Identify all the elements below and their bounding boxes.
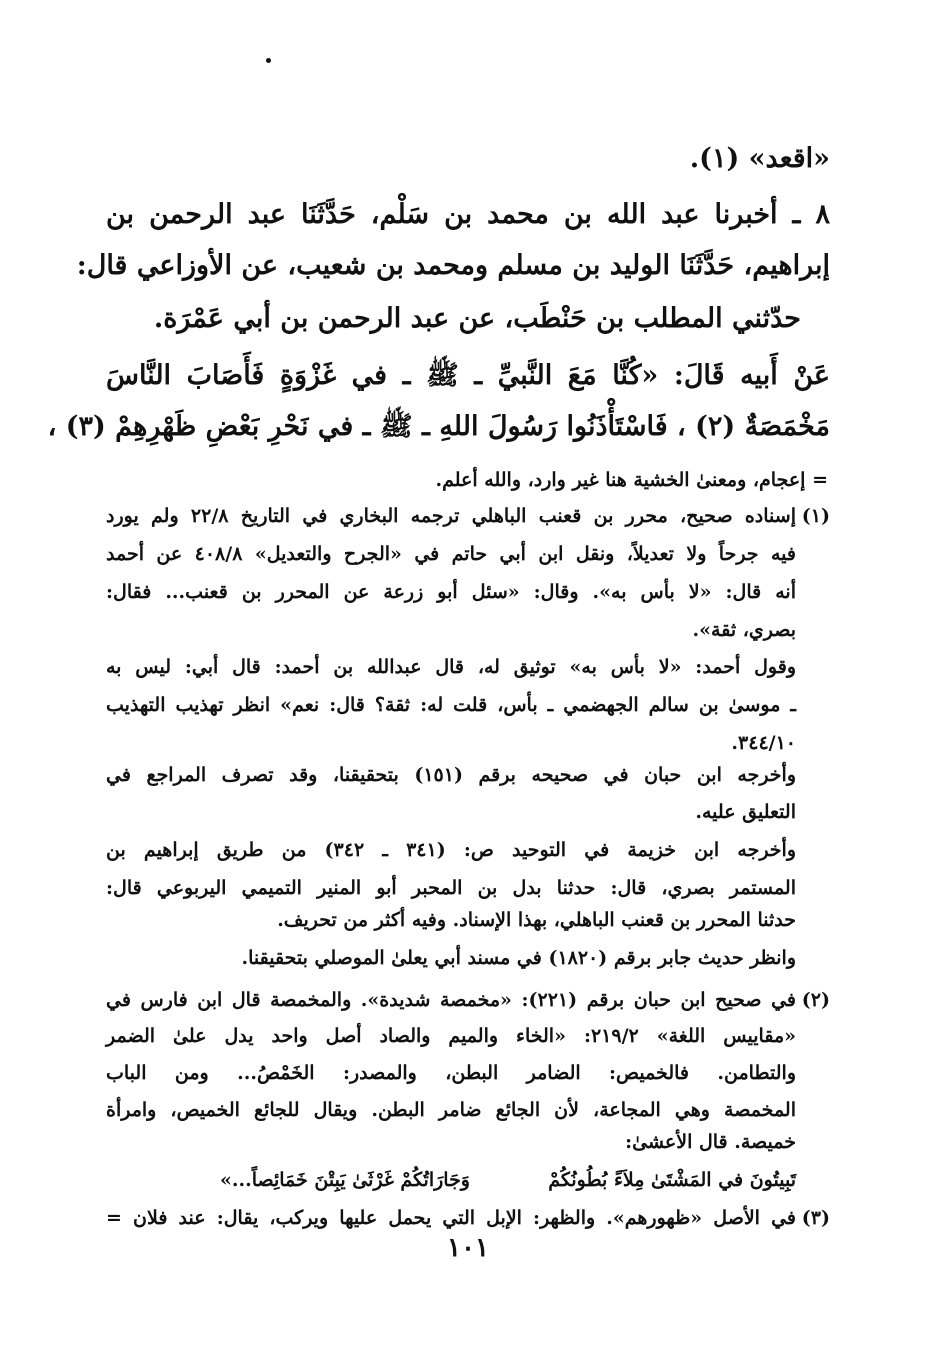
footnote-2-line-4: المخمصة وهي المجاعة، لأن الجائع ضامر البطن. ويقال للجائع الخميص، وامرأة bbox=[106, 1099, 796, 1121]
footnote-1-line-7: ٣٤٤/١٠. bbox=[731, 732, 796, 754]
main-line-2: ٨ ـ أخبرنا عبد الله بن محمد بن سَلْم، حَدَّثَنَا عبد الرحمن بن bbox=[106, 199, 830, 230]
footnote-2-line-2: «مقاييس اللغة» ٢١٩/٢: «الخاء والميم والصاد أصل واحد يدل علىٰ الضمر bbox=[106, 1025, 796, 1047]
footnote-continuation: = إعجام، ومعنىٰ الخشية هنا غير وارد، والله أعلم. bbox=[435, 469, 828, 491]
footnote-1-line-1: إسناده صحيح، محرر بن قعنب الباهلي ترجمه البخاري في التاريخ ٢٢/٨ ولم يورد bbox=[106, 505, 796, 527]
main-line-3: إبراهيم، حَدَّثَنَا الوليد بن مسلم ومحمد بن شعيب، عن الأوزاعي قال: bbox=[76, 250, 830, 281]
main-line-5: عَنْ أَبيه قَالَ: «كُنَّا مَعَ النَّبيِّ ـ ﷺ ـ في غَزْوَةٍ فَأَصَابَ النَّاسَ bbox=[106, 360, 830, 391]
footnote-1-line-4: بصري، ثقة». bbox=[692, 619, 796, 641]
main-line-1: «اقعد» (١). bbox=[689, 143, 830, 174]
main-line-4: حدّثني المطلب بن حَنْطَب، عن عبد الرحمن بن أبي عَمْرَة. bbox=[153, 303, 801, 334]
footnote-2-number: (٢) bbox=[801, 989, 830, 1011]
page-number: ١٠١ bbox=[447, 1233, 489, 1263]
footnote-1-line-6: ـ موسىٰ بن سالم الجهضمي ـ بأس، قلت له: ثقة؟ قال: نعم» انظر تهذيب التهذيب bbox=[106, 694, 796, 716]
page-mark bbox=[266, 58, 271, 63]
footnote-2-verse-second-hemistich: وَجَارَاتُكُمْ غَرْثَىٰ يَبِتْنَ خَمَائِصاً...» bbox=[220, 1169, 470, 1191]
footnote-2-line-1: في صحيح ابن حبان برقم (٢٢١): «مخمصة شديدة». والمخمصة قال ابن فارس في bbox=[106, 989, 797, 1011]
footnote-1-line-10: وأخرجه ابن خزيمة في التوحيد ص: (٣٤١ ـ ٣٤٢) من طريق إبراهيم بن bbox=[106, 839, 796, 861]
footnote-1-line-9: التعليق عليه. bbox=[695, 801, 796, 823]
footnote-1-line-3: أنه قال: «لا بأس به». وقال: «سئل أبو زرعة عن المحرر بن قعنب... فقال: bbox=[106, 581, 796, 603]
footnote-1-line-11: المستمر بصري، قال: حدثنا بدل بن المحبر أبو المنير التميمي اليربوعي قال: bbox=[106, 877, 796, 899]
footnote-1-number: (١) bbox=[801, 505, 830, 527]
footnote-2-line-3: والتطامن. فالخميص: الضامر البطن، والمصدر: الخَمْصُ... ومن الباب bbox=[106, 1062, 796, 1084]
main-line-6: مَخْمَصَةٌ (٢) ، فَاسْتَأْذَنُوا رَسُولَ اللهِ ـ ﷺ ـ في نَحْرِ بَعْضِ ظَهْرِهِمْ (٣) ، bbox=[47, 411, 830, 442]
footnote-3-number: (٣) bbox=[801, 1207, 830, 1229]
footnote-2-line-5: خميصة. قال الأعشىٰ: bbox=[625, 1131, 796, 1153]
footnote-2-verse-first-hemistich: تَبِيتُونَ في المَشْتَىٰ مِلاَءً بُطُونُكُمْ bbox=[548, 1169, 796, 1191]
footnote-1-line-2: فيه جرحاً ولا تعديلاً، ونقل ابن أبي حاتم في «الجرح والتعديل» ٤٠٨/٨ عن أحمد bbox=[106, 543, 796, 565]
footnote-3-line-1: في الأصل «ظهورهم». والظهر: الإبل التي يحمل عليها ويركب، يقال: عند فلان = bbox=[106, 1207, 796, 1229]
footnote-1-line-8: وأخرجه ابن حبان في صحيحه برقم (١٥١) بتحقيقنا، وقد تصرف المراجع في bbox=[106, 764, 797, 786]
footnote-1-line-12: حدثنا المحرر بن قعنب الباهلي، بهذا الإسناد. وفيه أكثر من تحريف. bbox=[277, 909, 796, 931]
footnote-1-line-5: وقول أحمد: «لا بأس به» توثيق له، قال عبدالله بن أحمد: قال أبي: ليس به bbox=[106, 656, 796, 678]
footnote-1-line-13: وانظر حديث جابر برقم (١٨٢٠) في مسند أبي يعلىٰ الموصلي بتحقيقنا. bbox=[241, 947, 796, 969]
